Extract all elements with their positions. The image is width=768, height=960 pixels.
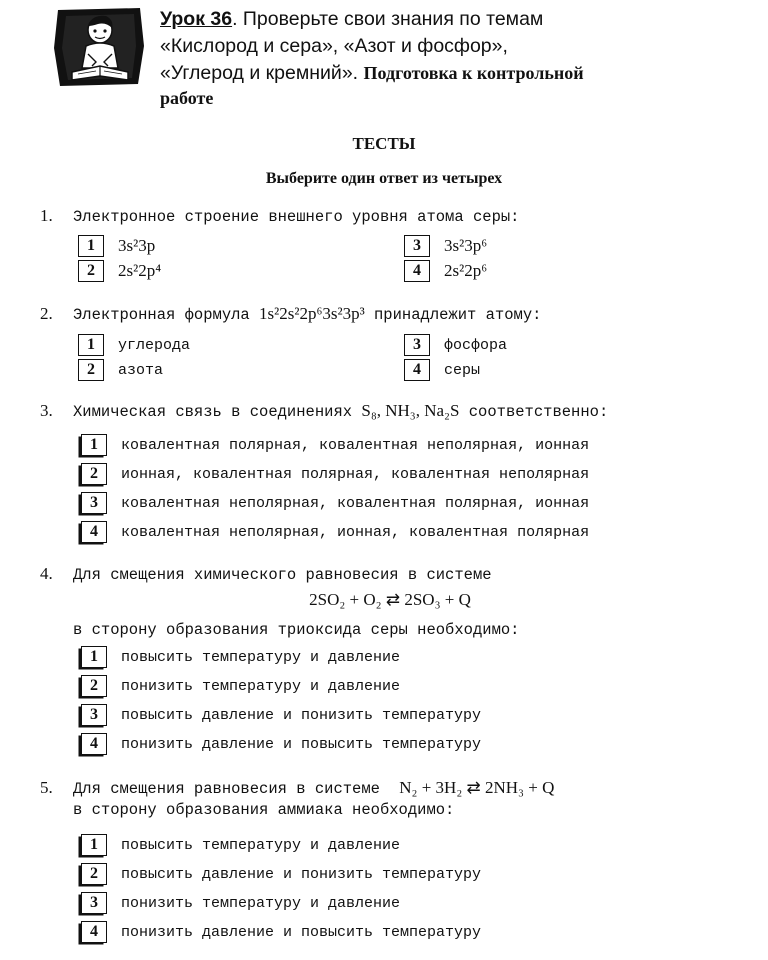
- option-1[interactable]: [78, 332, 190, 358]
- question-text-end: соответственно:: [459, 403, 609, 421]
- option-text: ионная, ковалентная полярная, ковалентная неполярная: [121, 465, 590, 483]
- option-text: понизить температуру и давление: [121, 894, 401, 912]
- option-text: 2s²2p⁶: [444, 261, 488, 280]
- question-text-start: Для смещения равновесия в системе: [73, 780, 390, 798]
- option-number: 4: [81, 521, 107, 543]
- option-3[interactable]: [78, 702, 481, 728]
- reading-student-illustration: [50, 6, 148, 88]
- option-text: понизить температуру и давление: [121, 677, 401, 695]
- question-text-start: Электронная формула: [73, 306, 260, 324]
- option-text: ковалентная неполярная, ковалентная полярная, ионная: [121, 494, 590, 512]
- question-text: Электронное строение внешнего уровня атома серы:: [73, 208, 520, 226]
- option-text: ковалентная неполярная, ионная, ковалентная полярная: [121, 523, 590, 541]
- option-text: повысить давление и понизить температуру: [121, 706, 482, 724]
- question-text: Для смещения химического равновесия в системе: [73, 566, 492, 584]
- question-5: [40, 776, 740, 826]
- option-4[interactable]: [78, 731, 481, 757]
- option-1[interactable]: [78, 644, 400, 670]
- option-number: 4: [404, 260, 430, 282]
- question-text-start: Химическая связь в соединениях: [73, 403, 362, 421]
- option-4[interactable]: [404, 357, 480, 383]
- option-1[interactable]: [78, 432, 589, 458]
- question-number: 4.: [40, 564, 53, 583]
- option-text: 2s²2p⁴: [118, 261, 162, 280]
- option-text: понизить давление и повысить температуру: [121, 735, 482, 753]
- option-text: 3s²3p⁶: [444, 236, 488, 255]
- option-number: 1: [81, 834, 107, 856]
- option-text: повысить давление и понизить температуру: [121, 865, 482, 883]
- option-text: углерода: [118, 336, 191, 354]
- option-number: 2: [78, 260, 104, 282]
- lesson-number: Урок 36: [160, 8, 233, 30]
- option-number: 1: [81, 434, 107, 456]
- equilibrium-equation: 2SO₂ + O₂ ⇄ 2SO₃ + Q: [309, 590, 471, 609]
- option-2[interactable]: [78, 357, 163, 383]
- question-number: 5.: [40, 778, 53, 797]
- option-number: 4: [404, 359, 430, 381]
- option-number: 3: [81, 704, 107, 726]
- question-2: [40, 302, 740, 327]
- option-2[interactable]: [78, 673, 400, 699]
- lesson-title: [160, 6, 720, 109]
- lesson-title-line-5: работе: [160, 88, 214, 108]
- option-3[interactable]: [78, 890, 400, 916]
- option-4[interactable]: [78, 919, 481, 945]
- option-number: 3: [404, 235, 430, 257]
- option-text: повысить температуру и давление: [121, 836, 401, 854]
- lesson-title-line-1: . Проверьте свои знания по темам: [232, 8, 544, 30]
- option-number: 1: [81, 646, 107, 668]
- option-number: 4: [81, 733, 107, 755]
- lesson-title-line-3: «Углерод и кремний».: [160, 62, 359, 84]
- option-4[interactable]: [78, 519, 589, 545]
- question-3: [40, 399, 740, 424]
- equilibrium-equation: N₂ + 3H₂ ⇄ 2NH₃ + Q: [399, 778, 555, 797]
- option-text: понизить давление и повысить температуру: [121, 923, 482, 941]
- electron-formula: 1s²2s²2p⁶3s²3p³: [259, 304, 365, 323]
- lesson-title-line-2: «Кислород и сера», «Азот и фосфор»,: [160, 35, 508, 57]
- option-text: фосфора: [444, 336, 508, 354]
- option-text: серы: [444, 361, 481, 379]
- option-1[interactable]: [78, 832, 400, 858]
- question-number: 1.: [40, 206, 53, 225]
- option-number: 2: [78, 359, 104, 381]
- compounds-formula: S₈, NH₃, Na₂S: [361, 401, 460, 420]
- option-4[interactable]: [404, 258, 487, 284]
- instruction: Выберите один ответ из четырех: [265, 170, 503, 187]
- option-number: 1: [78, 334, 104, 356]
- option-3[interactable]: [404, 233, 487, 259]
- option-text: ковалентная полярная, ковалентная неполярная, ионная: [121, 436, 590, 454]
- option-text: 3s²3p: [118, 236, 156, 255]
- option-1[interactable]: [78, 233, 155, 259]
- option-number: 3: [404, 334, 430, 356]
- question-number: 3.: [40, 401, 53, 420]
- question-text-continued: в сторону образования аммиака необходимо:: [73, 801, 455, 819]
- option-3[interactable]: [404, 332, 507, 358]
- option-number: 4: [81, 921, 107, 943]
- question-number: 2.: [40, 304, 53, 323]
- option-number: 1: [78, 235, 104, 257]
- option-number: 2: [81, 675, 107, 697]
- question-1: [40, 204, 740, 229]
- question-4: [40, 562, 740, 638]
- option-text: азота: [118, 361, 164, 379]
- option-2[interactable]: [78, 861, 481, 887]
- lesson-title-line-4: Подготовка к контрольной: [363, 63, 584, 83]
- option-2[interactable]: [78, 258, 161, 284]
- section-title: ТЕСТЫ: [352, 134, 416, 153]
- option-number: 2: [81, 863, 107, 885]
- option-number: 3: [81, 492, 107, 514]
- question-text-end: принадлежит атому:: [364, 306, 542, 324]
- option-2[interactable]: [78, 461, 589, 487]
- option-number: 3: [81, 892, 107, 914]
- question-text-continued: в сторону образования триоксида серы необходимо:: [73, 621, 520, 639]
- option-text: повысить температуру и давление: [121, 648, 401, 666]
- option-number: 2: [81, 463, 107, 485]
- option-3[interactable]: [78, 490, 589, 516]
